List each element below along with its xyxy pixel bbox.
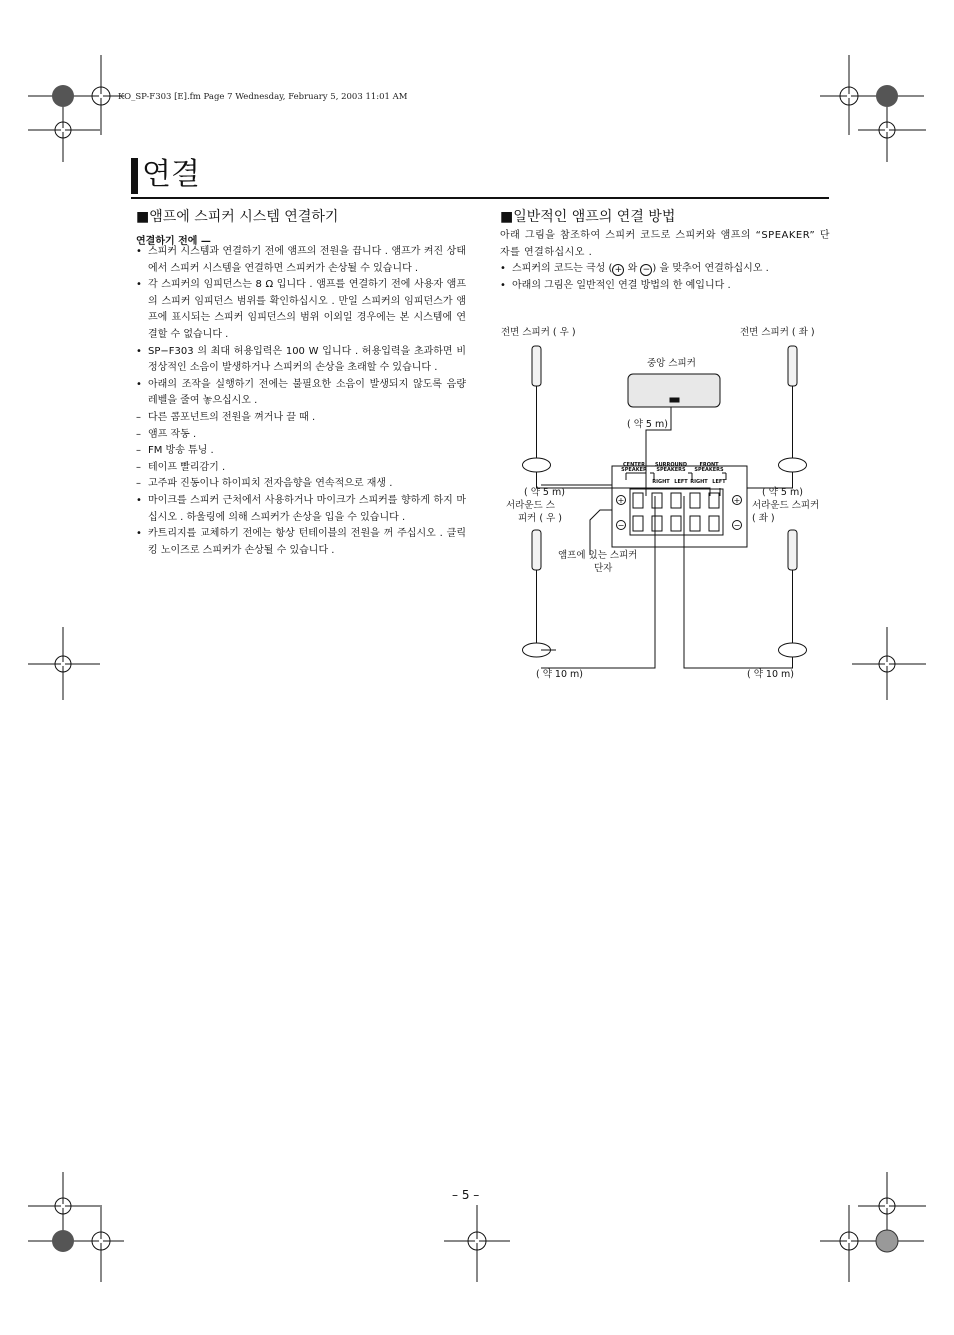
- panel-label-front: FRONT: [699, 462, 719, 468]
- surround-left-speaker-head: [788, 530, 797, 570]
- front-right-speaker-head: [532, 346, 541, 386]
- surround-left-label: ( 좌 ): [752, 513, 775, 524]
- front-right-speaker-base: [523, 458, 551, 472]
- list-item: • 마이크를 스피커 근처에서 사용하거나 마이크가 스피커를 향하게 하지 마십시오 . 하울링에 의해 스피커가 손상을 입을 수 있습니다 .: [136, 493, 466, 526]
- right-section-heading: ■일반적인 앰프의 연결 방법: [500, 209, 676, 225]
- sub-list-item: – 테이프 빨리감기 .: [136, 460, 466, 477]
- front-left-speaker-base: [779, 458, 807, 472]
- plus-sign: +: [617, 496, 625, 505]
- surround-right-label: 서라운드 스: [506, 500, 555, 511]
- page-title: 연결: [142, 157, 200, 192]
- rear-left-distance-label: ( 약 10 m): [747, 669, 794, 680]
- panel-label-center: SPEAKER: [621, 467, 647, 473]
- surround-right-speaker-head: [532, 530, 541, 570]
- panel-label-surround: SPEAKERS: [656, 467, 686, 473]
- left-section-subheading: 연결하기 전에 —: [136, 236, 211, 247]
- list-item: • 카트리지를 교체하기 전에는 항상 턴테이블의 전원을 꺼 주십시오 . 클릭킹 노이즈로 스피커가 손상될 수 있습니다 .: [136, 526, 466, 559]
- surround-right-label: 피커 ( 우 ): [518, 513, 563, 524]
- file-header-line: KO_SP-F303 [E].fm Page 7 Wednesday, February 5, 2003 11:01 AM: [118, 92, 408, 102]
- surround-left-label: 서라운드 스피커: [752, 500, 820, 511]
- panel-label-left: LEFT: [674, 479, 688, 485]
- minus-sign: −: [733, 521, 741, 530]
- center-speaker-label: 중앙 스피커: [647, 358, 696, 369]
- note-text: 와: [624, 263, 641, 275]
- sub-list-item: – FM 방송 튜닝 .: [136, 443, 466, 460]
- panel-label-left: LEFT: [712, 479, 726, 485]
- note-text: 스피커의 코드는 극성 (: [512, 263, 613, 275]
- sub-list-item: – 고주파 진동이나 하이피치 전자음향을 연속적으로 재생 .: [136, 476, 466, 493]
- minus-symbol-icon: −: [640, 264, 652, 276]
- plus-symbol-icon: +: [612, 264, 624, 276]
- panel-label-right: RIGHT: [652, 479, 670, 485]
- note-text: ) 을 맞추어 연결하십시오 .: [652, 263, 769, 275]
- left-section-heading: ■앰프에 스피커 시스템 연결하기: [136, 209, 339, 225]
- surround-left-distance-label: ( 약 5 m): [762, 487, 803, 498]
- panel-label-front: SPEAKERS: [694, 467, 724, 473]
- panel-label-right: RIGHT: [690, 479, 708, 485]
- front-right-label: 전면 스피커 ( 우 ): [501, 327, 576, 338]
- sub-list-item: – 앰프 작동 .: [136, 427, 466, 444]
- front-left-label: 전면 스피커 ( 좌 ): [740, 327, 815, 338]
- list-item: • 아래의 조작을 실행하기 전에는 불필요한 소음이 발생되지 않도록 음량 레벨을 줄여 놓으십시오 .: [136, 377, 466, 410]
- panel-label-surround: SURROUND: [654, 462, 688, 468]
- list-item: • 스피커 시스템과 연결하기 전에 앰프의 전원을 끕니다 . 앰프가 켜진 상태에서 스피커 시스템을 연결하면 스피커가 손상될 수 있습니다 .: [136, 244, 466, 277]
- sub-list-item: – 다른 콤포넌트의 전원을 껴거나 끌 때 .: [136, 410, 466, 427]
- plus-sign: +: [733, 496, 741, 505]
- panel-label-center: CENTER: [623, 462, 645, 468]
- surround-right-distance-label: ( 약 5 m): [524, 487, 565, 498]
- rear-right-distance-label: ( 약 10 m): [536, 669, 583, 680]
- list-item: • SP−F303 의 최대 허용입력은 100 W 입니다 . 허용입력을 초과하면 비정상적인 소음이 발생하거나 스피커의 손상을 초래할 수 있습니다 .: [136, 344, 466, 377]
- surround-left-speaker-base: [779, 643, 807, 657]
- list-item: • 아래의 그림은 일반적인 연결 방법의 한 예입니다 .: [500, 278, 830, 295]
- intro-text: 아래 그림을 참조하여 스피커 코드로 스피커와 앰프의 “SPEAKER” 단자를 연결하십시오 .: [500, 230, 830, 258]
- center-distance-label: ( 약 5 m): [627, 419, 668, 430]
- amp-terminal-label: 단자: [594, 563, 613, 574]
- minus-sign: −: [617, 521, 625, 530]
- page-number: – 5 –: [452, 1188, 480, 1202]
- amp-terminal-label: 앰프에 있는 스피커: [558, 550, 638, 561]
- list-item: • 각 스피커의 임피던스는 8 Ω 입니다 . 앰프를 연결하기 전에 사용자 앰프의 스피커 임피던스 범위를 확인하십시오 . 만일 스피커의 임피던스가 앰프에 표시되는 스피커 임피던스의 범위 이외일 경우에는 본 시스템에 연결할 수 없습니다 .: [136, 277, 466, 343]
- front-left-speaker-head: [788, 346, 797, 386]
